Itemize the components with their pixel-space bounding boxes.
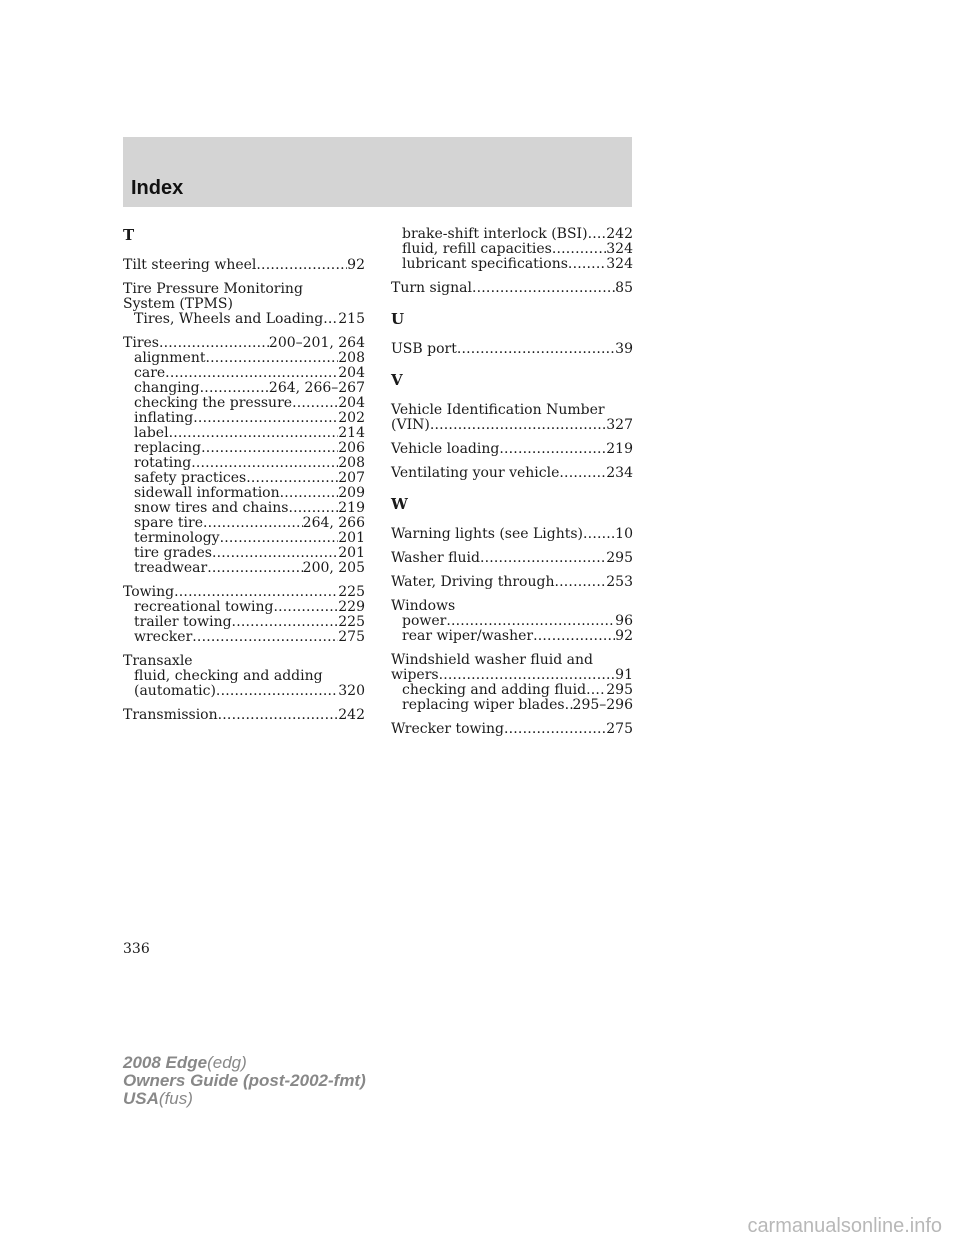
entry-page: 327 — [606, 417, 633, 433]
index-entry — [391, 342, 633, 357]
index-entry — [123, 258, 365, 273]
footer-model: 2008 Edge — [123, 1053, 208, 1072]
subentry-term: sidewall information — [134, 485, 280, 501]
entry-term: Tire Pressure Monitoring — [123, 281, 303, 297]
subentry-page: 225 — [338, 614, 365, 630]
section-letter-u: U — [391, 310, 405, 328]
subentry-term: (automatic) — [134, 683, 216, 699]
entry-page: 200–201, 264 — [268, 335, 365, 351]
index-entry — [123, 585, 365, 645]
index-entry — [391, 442, 633, 457]
index-entry — [123, 654, 365, 699]
index-entry — [391, 551, 633, 566]
watermark-text: carmanualsonline.info — [747, 1215, 942, 1237]
entry-term: Vehicle loading — [391, 441, 500, 457]
entry-term: Tires — [123, 335, 159, 351]
footer-model-code: (edg) — [207, 1053, 247, 1072]
index-entry — [391, 281, 633, 296]
footer-guide: Owners Guide (post-2002-fmt) — [123, 1071, 366, 1090]
subentry-term: inflating — [134, 410, 194, 426]
entry-page: 219 — [606, 441, 633, 457]
subentry-term: replacing wiper blades — [402, 697, 565, 713]
entry-term: Ventilating your vehicle — [391, 465, 560, 481]
subentry-page: 202 — [338, 410, 365, 426]
subentry-term: brake-shift interlock (BSI) — [402, 226, 588, 242]
section-letter-w: W — [391, 495, 408, 513]
subentry-page: 295 — [606, 682, 633, 698]
subentry-term: snow tires and chains — [134, 500, 289, 516]
entry-term: Wrecker towing — [391, 721, 504, 737]
entry-term: Transmission — [123, 707, 218, 723]
subentry-page: 215 — [338, 311, 365, 327]
index-entry — [391, 403, 633, 433]
subentry-term: power — [402, 613, 447, 629]
subentry-term: recreational towing — [134, 599, 274, 615]
subentry-page: 204 — [338, 365, 365, 381]
entry-term: Transaxle — [123, 653, 193, 669]
subentry-page: 324 — [606, 256, 633, 272]
entry-term: USB port — [391, 341, 457, 357]
subentry-page: 200, 205 — [302, 560, 365, 576]
subentry-term: fluid, checking and adding — [134, 668, 323, 684]
entry-page: 92 — [347, 257, 365, 273]
index-entry — [391, 527, 633, 542]
subentry-page: 201 — [338, 530, 365, 546]
entry-term: Windshield washer fluid and — [391, 652, 593, 668]
header-band — [123, 137, 632, 207]
entry-page: 39 — [615, 341, 633, 357]
entry-term: Tilt steering wheel — [123, 257, 257, 273]
entry-page: 91 — [615, 667, 633, 683]
subentry-page: 295–296 — [572, 697, 633, 713]
subentry-term: spare tire — [134, 515, 204, 531]
section-letter-v: V — [391, 371, 403, 389]
index-entry — [391, 575, 633, 590]
entry-term: wipers — [391, 667, 439, 683]
entry-page: 295 — [606, 550, 633, 566]
subentry-term: trailer towing — [134, 614, 232, 630]
subentry-term: care — [134, 365, 166, 381]
footer-market-code: (fus) — [158, 1089, 193, 1108]
subentry-page: 324 — [606, 241, 633, 257]
page-title: Index — [131, 177, 184, 199]
subentry-page: 229 — [338, 599, 365, 615]
entry-term: Windows — [391, 598, 456, 614]
entry-term: Water, Driving through — [391, 574, 555, 590]
subentry-term: fluid, refill capacities — [402, 241, 552, 257]
entry-page: 234 — [606, 465, 633, 481]
footer-market: USA — [123, 1089, 159, 1108]
index-entry — [391, 722, 633, 737]
section-letter-t: T — [123, 226, 135, 244]
subentry-term: checking and adding fluid — [402, 682, 587, 698]
subentry-term: tire grades — [134, 545, 212, 561]
document-footer — [123, 1054, 366, 1108]
index-column-right — [391, 227, 633, 746]
subentry-term: label — [134, 425, 169, 441]
subentry-page: 320 — [338, 683, 365, 699]
entry-term: System (TPMS) — [123, 296, 233, 312]
entry-term: Washer fluid — [391, 550, 480, 566]
subentry-page: 204 — [338, 395, 365, 411]
subentry-page: 96 — [615, 613, 633, 629]
subentry-term: Tires, Wheels and Loading — [134, 311, 324, 327]
entry-term: Towing — [123, 584, 175, 600]
subentry-page: 209 — [338, 485, 365, 501]
index-entry — [391, 653, 633, 713]
entry-page: 242 — [338, 707, 365, 723]
subentry-page: 242 — [606, 226, 633, 242]
subentry-page: 208 — [338, 455, 365, 471]
subentry-term: rotating — [134, 455, 192, 471]
page-number: 336 — [123, 941, 150, 957]
subentry-term: wrecker — [134, 629, 193, 645]
index-column-left — [123, 228, 365, 732]
subentry-term: rear wiper/washer — [402, 628, 534, 644]
entry-page: 225 — [338, 584, 365, 600]
subentry-page: 264, 266–267 — [268, 380, 365, 396]
subentry-page: 264, 266 — [302, 515, 365, 531]
subentry-page: 206 — [338, 440, 365, 456]
subentry-term: checking the pressure — [134, 395, 293, 411]
index-entry — [123, 708, 365, 723]
index-entry — [123, 282, 365, 327]
subentry-term: changing — [134, 380, 200, 396]
entry-page: 85 — [615, 280, 633, 296]
subentry-page: 208 — [338, 350, 365, 366]
index-entry — [391, 466, 633, 481]
subentry-term: terminology — [134, 530, 220, 546]
subentry-page: 214 — [338, 425, 365, 441]
entry-term: Vehicle Identification Number — [391, 402, 605, 418]
index-entry — [391, 599, 633, 644]
subentry-page: 275 — [338, 629, 365, 645]
entry-page: 10 — [615, 526, 633, 542]
subentry-term: treadwear — [134, 560, 208, 576]
index-entry-continued — [391, 227, 633, 272]
subentry-page: 201 — [338, 545, 365, 561]
subentry-term: safety practices — [134, 470, 247, 486]
subentry-term: alignment — [134, 350, 206, 366]
entry-page: 253 — [606, 574, 633, 590]
entry-page: 275 — [606, 721, 633, 737]
subentry-term: lubricant specifications — [402, 256, 568, 272]
entry-term: (VIN) — [391, 417, 430, 433]
subentry-page: 92 — [615, 628, 633, 644]
subentry-term: replacing — [134, 440, 202, 456]
entry-term: Warning lights (see Lights) — [391, 526, 584, 542]
subentry-page: 207 — [338, 470, 365, 486]
index-entry — [123, 336, 365, 576]
subentry-page: 219 — [338, 500, 365, 516]
entry-term: Turn signal — [391, 280, 472, 296]
